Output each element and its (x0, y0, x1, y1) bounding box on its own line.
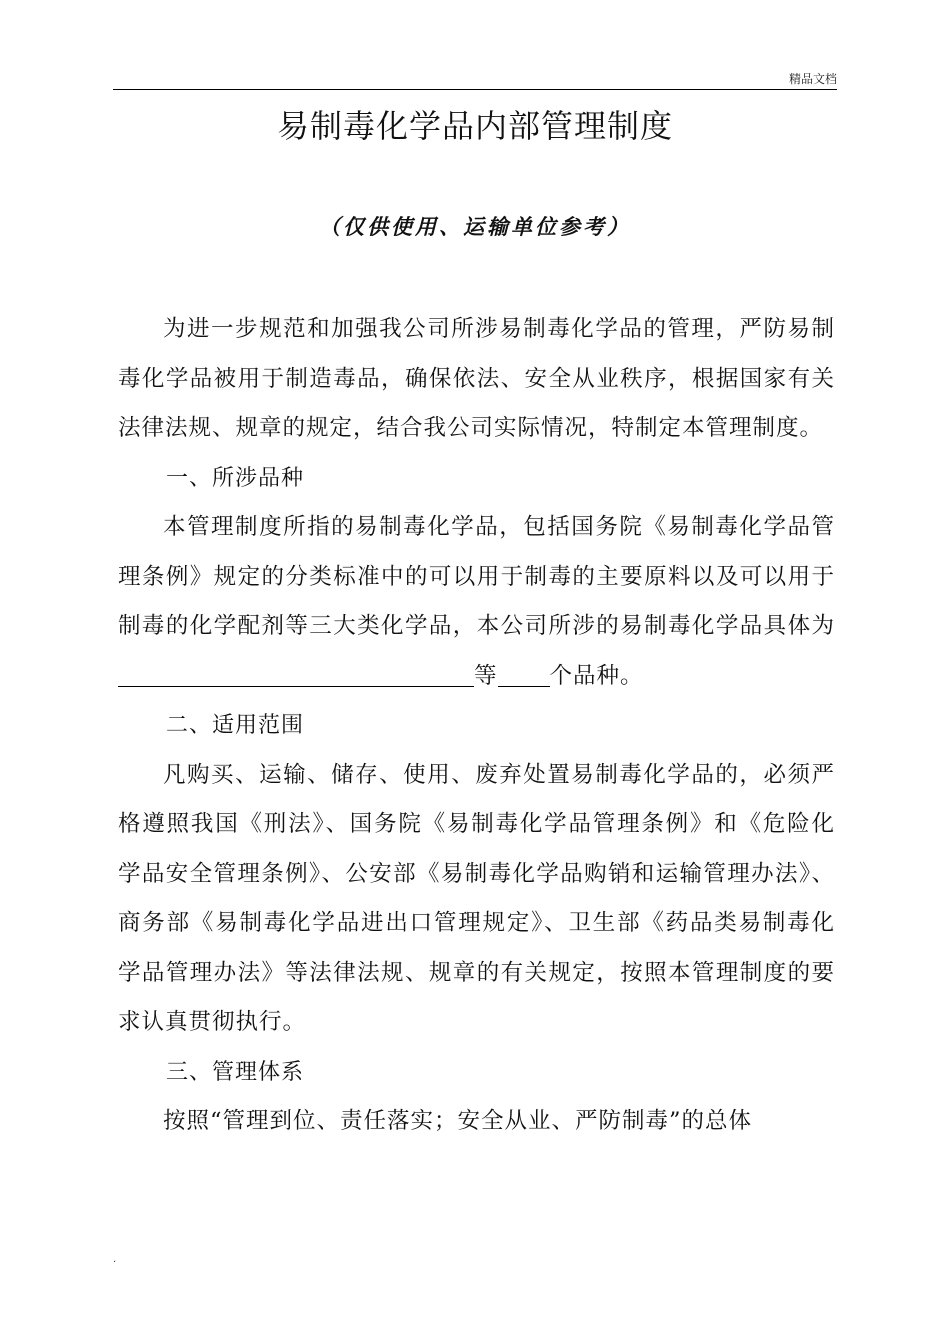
page-header-label: 精品文档 (788, 72, 837, 86)
section-paragraph-management-system: 按照“管理到位、责任落实；安全从业、严防制毒”的总体 (163, 1108, 753, 1134)
varieties-name-blank (118, 664, 474, 687)
document-title: 易制毒化学品内部管理制度 (276, 107, 673, 145)
section-heading-management-system: 三、管理体系 (166, 1059, 305, 1085)
document-body (118, 305, 835, 1147)
section-heading-scope: 二、适用范围 (166, 713, 305, 738)
header-divider (113, 89, 837, 90)
intro-paragraph: 为进一步规范和加强我公司所涉易制毒化学品的管理，严防易制毒化学品被用于制造毒品，确保依法、安全从业秩序，根据国家有关法律法规、规章的规定，结合我公司实际情况，特制定本管理制度。 (118, 316, 835, 441)
varieties-text-part1: 本管理制度所指的易制毒化学品，包括国务院《易制毒化学品管理条例》规定的分类标准中的可以用于制毒的主要原料以及可以用于制毒的化学配剂等三大类化学品，本公司所涉的易制毒化学品具体为 (118, 514, 835, 639)
section-paragraph-varieties (118, 503, 835, 701)
varieties-text-part2: 等 (474, 662, 498, 689)
section-paragraph-scope: 凡购买、运输、储存、使用、废弃处置易制毒化学品的，必须严格遵照我国《刑法》、国务院《易制毒化学品管理条例》和《危险化学品安全管理条例》、公安部《易制毒化学品购销和运输管理办法》、商务部《易制毒化学品进出口管理规定》、卫生部《药品类易制毒化学品管理办法》等法律法规、规章的有关规定，按照本管理制度的要求认真贯彻执行。 (118, 761, 835, 1035)
varieties-count-blank (498, 664, 550, 687)
section-heading-varieties: 一、所涉品种 (166, 465, 305, 491)
footer-mark: . (113, 1254, 117, 1265)
document-subtitle: （仅供使用、运输单位参考） (319, 214, 631, 239)
varieties-text-part3: 个品种。 (549, 662, 644, 689)
